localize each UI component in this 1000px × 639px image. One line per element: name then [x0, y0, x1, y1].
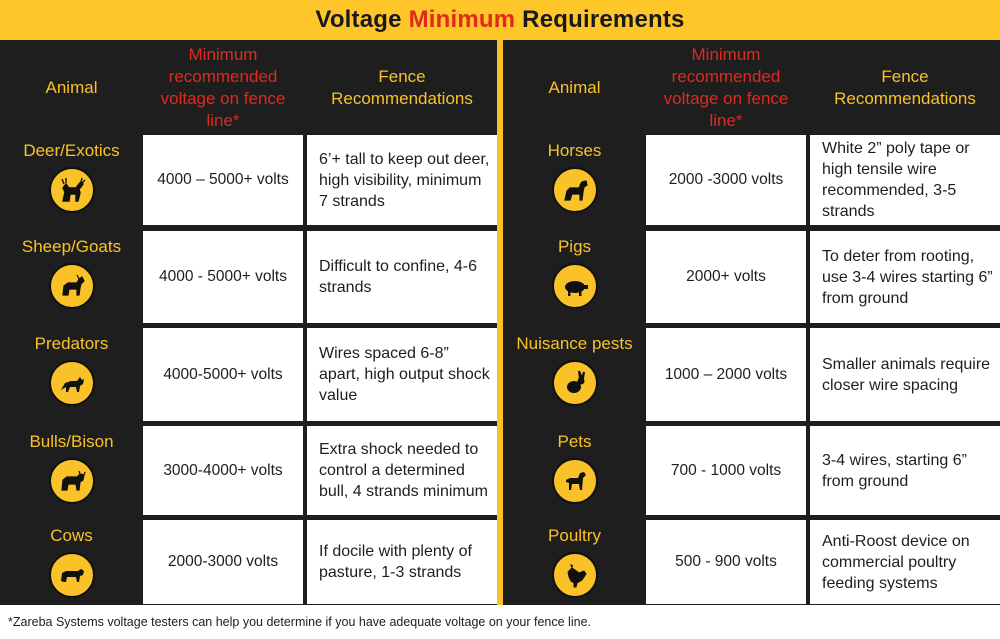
fox-icon [49, 360, 95, 406]
table-row [0, 426, 497, 515]
chicken-icon [552, 552, 598, 598]
footnote-text: *Zareba Systems voltage testers can help you determine if you have adequate voltage on your fence line. [8, 615, 591, 629]
table-row [503, 328, 1000, 421]
animal-cell [0, 328, 143, 421]
bull-icon [49, 458, 95, 504]
table-row [503, 426, 1000, 515]
fence-cell: White 2” poly tape or high tensile wire recommended, 3-5 strands [810, 135, 1000, 225]
title-part-2: Requirements [515, 6, 685, 33]
header-voltage: Minimum recommended voltage on fence line* [160, 44, 286, 130]
fence-cell: Smaller animals require closer wire spacing [810, 328, 1000, 421]
footnote [0, 605, 1000, 639]
animal-name: Cows [50, 526, 93, 545]
header-animal-right: Animal [548, 77, 601, 97]
header-voltage-right: Minimum recommended voltage on fence line* [663, 44, 789, 130]
animal-cell [0, 231, 143, 323]
animal-cell [0, 135, 143, 225]
fence-cell: To deter from rooting, use 3-4 wires starting 6” from ground [810, 231, 1000, 323]
pig-icon [552, 263, 598, 309]
table-row [503, 135, 1000, 225]
fence-cell: Extra shock needed to control a determined bull, 4 strands minimum [307, 426, 497, 515]
animal-name: Horses [547, 141, 602, 160]
dog-icon [552, 458, 598, 504]
animal-cell [0, 426, 143, 515]
animal-name: Sheep/Goats [21, 237, 122, 256]
fence-cell: 6’+ tall to keep out deer, high visibility, minimum 7 strands [307, 135, 497, 225]
voltage-cell: 2000 -3000 volts [646, 135, 806, 225]
table-row [0, 231, 497, 323]
page-title [315, 6, 684, 34]
table-row [0, 520, 497, 604]
title-accent: Minimum [408, 6, 516, 33]
animal-cell [503, 135, 646, 225]
voltage-cell: 4000-5000+ volts [143, 328, 303, 421]
table-row [0, 135, 497, 225]
voltage-cell: 1000 – 2000 volts [646, 328, 806, 421]
horse-icon [552, 167, 598, 213]
right-table [503, 40, 1000, 605]
goat-icon [49, 263, 95, 309]
rabbit-icon [552, 360, 598, 406]
voltage-cell: 3000-4000+ volts [143, 426, 303, 515]
voltage-cell: 4000 – 5000+ volts [143, 135, 303, 225]
header-fence: Fence Recommendations [331, 66, 473, 108]
animal-name: Poultry [548, 526, 601, 545]
animal-name: Predators [34, 334, 109, 353]
animal-name: Deer/Exotics [23, 141, 120, 160]
fence-cell: Anti-Roost device on commercial poultry feeding systems [810, 520, 1000, 604]
title-bar [0, 0, 1000, 40]
voltage-cell: 700 - 1000 volts [646, 426, 806, 515]
animal-name: Bulls/Bison [29, 432, 114, 451]
animal-cell [0, 520, 143, 604]
animal-name: Pigs [557, 237, 592, 256]
cow-icon [49, 552, 95, 598]
animal-cell [503, 520, 646, 604]
fence-cell: Difficult to confine, 4-6 strands [307, 231, 497, 323]
deer-icon [49, 167, 95, 213]
table-row [503, 231, 1000, 323]
voltage-cell: 2000+ volts [646, 231, 806, 323]
fence-cell: Wires spaced 6-8” apart, high output shock value [307, 328, 497, 421]
animal-name: Nuisance pests [516, 334, 633, 353]
left-table [0, 40, 497, 605]
table-area [0, 40, 1000, 605]
animal-cell [503, 426, 646, 515]
voltage-cell: 2000-3000 volts [143, 520, 303, 604]
voltage-cell: 4000 - 5000+ volts [143, 231, 303, 323]
table-row [503, 520, 1000, 604]
table-row [0, 328, 497, 421]
title-part-1: Voltage [315, 6, 409, 33]
animal-name: Pets [557, 432, 592, 451]
fence-cell: If docile with plenty of pasture, 1-3 strands [307, 520, 497, 604]
fence-cell: 3-4 wires, starting 6” from ground [810, 426, 1000, 515]
header-fence-right: Fence Recommendations [834, 66, 976, 108]
animal-cell [503, 328, 646, 421]
voltage-cell: 500 - 900 volts [646, 520, 806, 604]
header-animal: Animal [45, 77, 98, 97]
animal-cell [503, 231, 646, 323]
